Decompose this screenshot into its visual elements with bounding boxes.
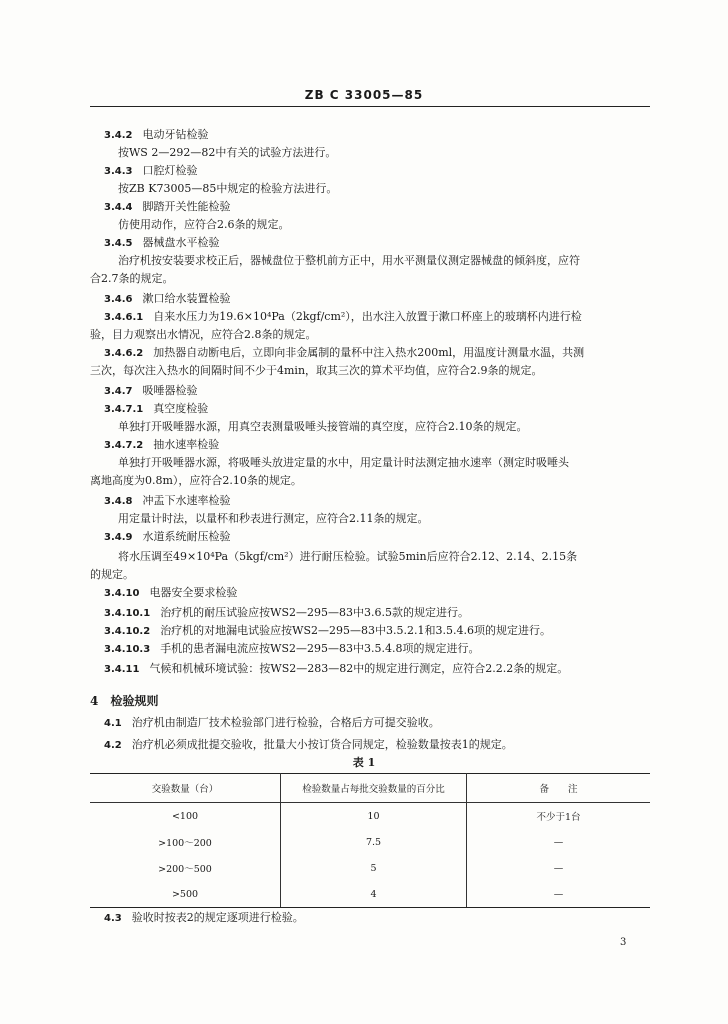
standard-number-header: ZB C 33005—85 <box>304 88 424 102</box>
table-cell: 10 <box>281 803 467 830</box>
clause-text: 离地高度为0.8m），应符合2.10条的规定。 <box>90 474 302 487</box>
rule-4-2: 4.2 治疗机必须成批提交验收，批量大小按订货合同规定，检验数量按表1的规定。 <box>104 738 513 751</box>
clause-3-4-10-2 <box>104 624 551 639</box>
clause-text: 加热器自动断电后，立即向非金属制的量杯中注入热水200ml，用温度计测量水温，共测 <box>153 346 585 359</box>
clause-text: 治疗机的对地漏电试验应按WS2—295—83中3.5.2.1和3.5.4.6项的规定进行。 <box>160 624 551 637</box>
clause-3-4-10-3 <box>104 642 480 657</box>
clause-number: 3.4.7.2 <box>104 440 144 451</box>
header-quantity: 交验数量（台） <box>90 774 281 803</box>
clause-text: 验，目力观察出水情况，应符合2.8条的规定。 <box>90 328 317 341</box>
clause-text: 漱口给水装置检验 <box>142 292 231 305</box>
clause-text: 脚踏开关性能检验 <box>142 200 231 213</box>
clause-text: 的规定。 <box>90 568 134 581</box>
section-title: 检验规则 <box>110 694 159 708</box>
clause-number: 3.4.6 <box>104 294 133 305</box>
clause-text <box>118 456 569 470</box>
clause-3-4-2 <box>104 128 208 143</box>
clause-text: 治疗机按安装要求校正后，器械盘位于整机前方正中，用水平测量仪测定器械盘的倾斜度，应符 <box>118 254 580 267</box>
clause-text <box>118 182 337 196</box>
clause-number: 3.4.9 <box>104 532 133 543</box>
clause-3-4-7-1 <box>104 402 208 417</box>
table-cell: — <box>467 881 651 908</box>
clause-number: 3.4.10.3 <box>104 644 151 655</box>
page-number: 3 <box>620 937 627 948</box>
table-cell: >200～500 <box>90 855 281 881</box>
clause-3-4-7 <box>104 384 197 399</box>
clause-number: 3.4.7.1 <box>104 404 144 415</box>
clause-text: 单独打开吸唾器水源，用真空表测量吸唾头接管端的真空度，应符合2.10条的规定。 <box>118 420 528 433</box>
clause-text: 吸唾器检验 <box>142 384 198 397</box>
clause-text <box>90 364 543 378</box>
clause-text: 水道系统耐压检验 <box>142 530 231 543</box>
clause-text: 器械盘水平检验 <box>142 236 220 249</box>
clause-3-4-6-2 <box>104 346 584 361</box>
clause-number: 3.4.4 <box>104 202 133 213</box>
clause-text <box>90 272 174 286</box>
clause-3-4-7-2 <box>104 438 219 453</box>
table-cell: <100 <box>90 803 281 830</box>
clause-3-4-6 <box>104 292 230 307</box>
clause-text <box>118 254 580 268</box>
clause-text: 气候和机械环境试验：按WS2—283—82中的规定进行测定，应符合2.2.2条的规定。 <box>149 662 569 675</box>
header-remarks: 备 注 <box>467 774 651 803</box>
clause-text: 抽水速率检验 <box>153 438 220 451</box>
clause-number: 3.4.5 <box>104 238 133 249</box>
clause-3-4-6-1 <box>104 310 582 325</box>
clause-text <box>90 474 302 488</box>
clause-text: 自来水压力为19.6×10⁴Pa（2kgf/cm²），出水注入放置于漱口杯座上的玻璃杯内进行检 <box>153 310 582 323</box>
table-header-row <box>90 774 650 803</box>
clause-3-4-10-1 <box>104 606 469 621</box>
clause-number: 3.4.2 <box>104 130 133 141</box>
clause-text: 电器安全要求检验 <box>149 586 238 599</box>
table-row <box>90 855 650 881</box>
clause-text: 手机的患者漏电流应按WS2—295—83中3.5.4.8项的规定进行。 <box>160 642 480 655</box>
clause-text <box>118 550 577 564</box>
clause-text <box>118 420 528 434</box>
clause-3-4-11 <box>104 662 568 677</box>
clause-number: 3.4.3 <box>104 166 133 177</box>
table-cell: 4 <box>281 881 467 908</box>
clause-number: 3.4.8 <box>104 496 133 507</box>
clause-text: 治疗机的耐压试验应按WS2—295—83中3.6.5款的规定进行。 <box>160 606 470 619</box>
clause-text: 用定量计时法，以量杯和秒表进行测定，应符合2.11条的规定。 <box>118 512 429 525</box>
clause-text: 将水压调至49×10⁴Pa（5kgf/cm²）进行耐压检验。试验5min后应符合2.12、2.14、2.15条 <box>118 550 578 563</box>
table-cell: >100～200 <box>90 829 281 855</box>
clause-text <box>90 328 317 342</box>
clause-text: 口腔灯检验 <box>142 164 198 177</box>
clause-3-4-5 <box>104 236 219 251</box>
table-cell: — <box>553 862 564 874</box>
clause-3-4-8 <box>104 494 230 509</box>
clause-3-4-3 <box>104 164 197 179</box>
table-cell: 5 <box>281 855 467 881</box>
clause-text: 按WS 2—292—82中有关的试验方法进行。 <box>118 146 337 159</box>
clause-text: 三次，每次注入热水的间隔时间不少于4min，取其三次的算术平均值，应符合2.9条的规定。 <box>90 364 543 377</box>
inspection-quantity-table <box>90 773 650 908</box>
table-row <box>90 881 650 908</box>
clause-text <box>118 146 336 160</box>
section-number: 4 <box>90 694 99 708</box>
clause-text <box>118 512 429 526</box>
clause-number: 3.4.10.1 <box>104 608 151 619</box>
table-row <box>90 829 650 855</box>
clause-text <box>118 218 290 232</box>
table-cell: >500 <box>90 881 281 908</box>
clause-3-4-10 <box>104 586 237 601</box>
rule-4-1: 4.1 治疗机由制造厂技术检验部门进行检验，合格后方可提交验收。 <box>104 716 440 729</box>
table-title: 表 1 <box>352 756 376 769</box>
section-4-heading <box>90 694 159 708</box>
header-rule <box>90 106 650 107</box>
rule-4-3: 4.3 验收时按表2的规定逐项进行检验。 <box>104 911 304 924</box>
clause-text: 合2.7条的规定。 <box>90 272 174 285</box>
clause-text: 冲盂下水速率检验 <box>142 494 231 507</box>
clause-3-4-4 <box>104 200 230 215</box>
clause-text: 单独打开吸唾器水源，将吸唾头放进定量的水中，用定量计时法测定抽水速率（测定时吸唾头 <box>118 456 569 469</box>
clause-number: 3.4.10 <box>104 588 140 599</box>
clause-number: 3.4.7 <box>104 386 133 397</box>
table-row <box>90 803 650 830</box>
clause-3-4-9 <box>104 530 230 545</box>
table-cell: — <box>553 836 564 848</box>
clause-text: 按ZB K73005—85中规定的检验方法进行。 <box>118 182 338 195</box>
clause-number: 3.4.11 <box>104 664 140 675</box>
clause-text: 仿使用动作，应符合2.6条的规定。 <box>118 218 290 231</box>
table-cell: 7.5 <box>281 829 467 855</box>
clause-text: 真空度检验 <box>153 402 209 415</box>
header-percentage: 检验数量占每批交验数量的百分比 <box>281 774 467 803</box>
table-cell: 不少于1台 <box>536 812 581 823</box>
clause-number: 3.4.10.2 <box>104 626 151 637</box>
clause-number: 3.4.6.2 <box>104 348 144 359</box>
clause-text <box>90 568 134 582</box>
clause-text: 电动牙钻检验 <box>142 128 209 141</box>
clause-number: 3.4.6.1 <box>104 312 144 323</box>
